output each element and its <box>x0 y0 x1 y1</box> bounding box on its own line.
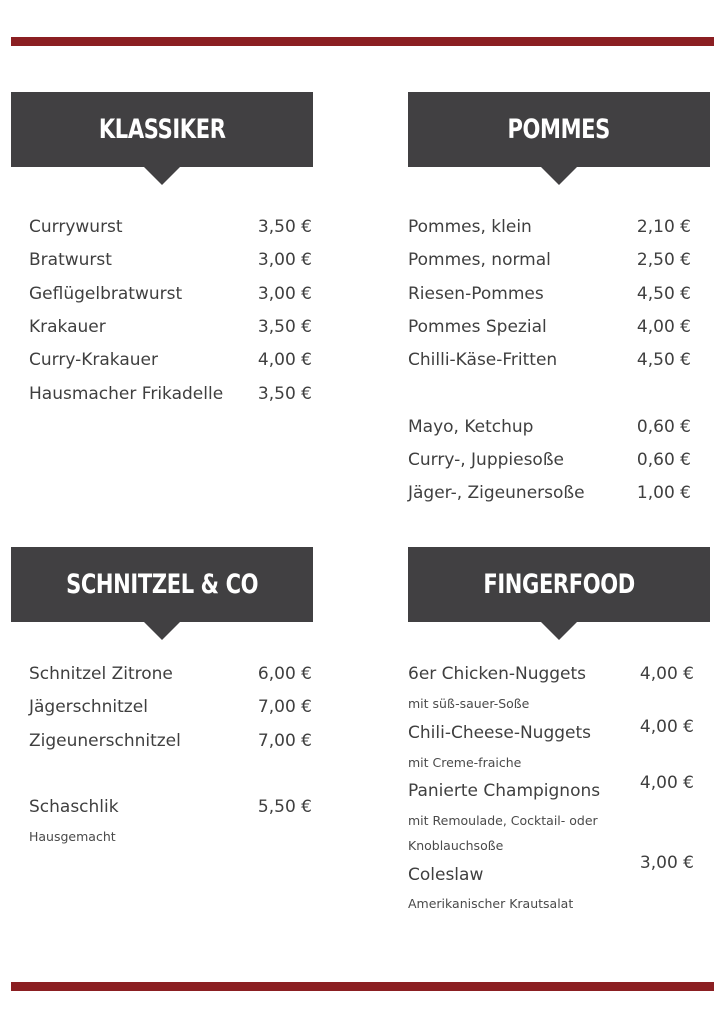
section-header-fingerfood <box>408 547 710 622</box>
sauce-item-price: 0,60 € <box>636 417 691 437</box>
menu-item-price: 7,00 € <box>257 697 312 717</box>
section-title-fingerfood: FINGERFOOD <box>483 569 635 600</box>
menu-item-name: Bratwurst <box>29 250 112 270</box>
menu-item-name: Schaschlik <box>29 797 119 817</box>
menu-item-description: Knoblauchsoße <box>408 838 504 853</box>
section-header-schnitzel <box>11 547 313 622</box>
menu-item-price: 4,00 € <box>257 350 312 370</box>
menu-item-name: Pommes, normal <box>408 250 551 270</box>
bottom-divider-rule <box>11 982 714 991</box>
menu-item-price: 3,00 € <box>257 284 312 304</box>
menu-item-price: 2,50 € <box>636 250 691 270</box>
menu-item-price: 6,00 € <box>257 664 312 684</box>
menu-item-price: 5,50 € <box>257 797 312 817</box>
sauce-item-price: 1,00 € <box>636 483 691 503</box>
menu-item-price: 4,00 € <box>639 664 694 684</box>
top-divider-rule <box>11 37 714 46</box>
menu-item-name: 6er Chicken-Nuggets <box>408 664 587 684</box>
menu-item-price: 4,00 € <box>639 773 694 793</box>
menu-item-name: Riesen-Pommes <box>408 284 544 304</box>
menu-item-price: 4,50 € <box>636 284 691 304</box>
menu-item-name: Curry-Krakauer <box>29 350 158 370</box>
menu-item-price: 4,00 € <box>636 317 691 337</box>
section-title-pommes: POMMES <box>507 114 611 145</box>
sauce-item-name: Jäger-, Zigeunersoße <box>408 483 585 503</box>
menu-item-price: 3,00 € <box>257 250 312 270</box>
menu-item-name: Chili-Cheese-Nuggets <box>408 723 592 743</box>
menu-item-name: Chilli-Käse-Fritten <box>408 350 558 370</box>
menu-item-price: 2,10 € <box>636 217 691 237</box>
section-header-pommes <box>408 92 710 167</box>
section-title-klassiker: KLASSIKER <box>98 114 226 145</box>
menu-item-name: Coleslaw <box>408 865 484 885</box>
menu-item-description: Hausgemacht <box>29 829 116 844</box>
menu-item-price: 4,50 € <box>636 350 691 370</box>
menu-item-price: 3,00 € <box>639 853 694 873</box>
menu-item-name: Pommes Spezial <box>408 317 547 337</box>
sauce-item-name: Curry-, Juppiesoße <box>408 450 565 470</box>
menu-item-name: Krakauer <box>29 317 106 337</box>
menu-item-name: Geflügelbratwurst <box>29 284 183 304</box>
menu-item-description: Amerikanischer Krautsalat <box>408 896 574 911</box>
menu-item-price: 3,50 € <box>257 317 312 337</box>
menu-item-name: Panierte Champignons <box>408 781 601 801</box>
menu-item-name: Schnitzel Zitrone <box>29 664 173 684</box>
sauce-item-name: Mayo, Ketchup <box>408 417 534 437</box>
menu-item-description: mit Creme-fraiche <box>408 755 522 770</box>
menu-item-price: 4,00 € <box>639 717 694 737</box>
section-title-schnitzel: SCHNITZEL & CO <box>65 569 259 600</box>
menu-item-price: 3,50 € <box>257 384 312 404</box>
sauce-item-price: 0,60 € <box>636 450 691 470</box>
menu-item-price: 7,00 € <box>257 731 312 751</box>
menu-item-description: mit süß-sauer-Soße <box>408 696 530 711</box>
menu-item-name: Currywurst <box>29 217 123 237</box>
menu-item-name: Zigeunerschnitzel <box>29 731 181 751</box>
menu-item-name: Jägerschnitzel <box>29 697 148 717</box>
menu-item-price: 3,50 € <box>257 217 312 237</box>
menu-item-name: Pommes, klein <box>408 217 532 237</box>
menu-item-description: mit Remoulade, Cocktail- oder <box>408 813 598 828</box>
menu-item-name: Hausmacher Frikadelle <box>29 384 224 404</box>
section-header-klassiker <box>11 92 313 167</box>
